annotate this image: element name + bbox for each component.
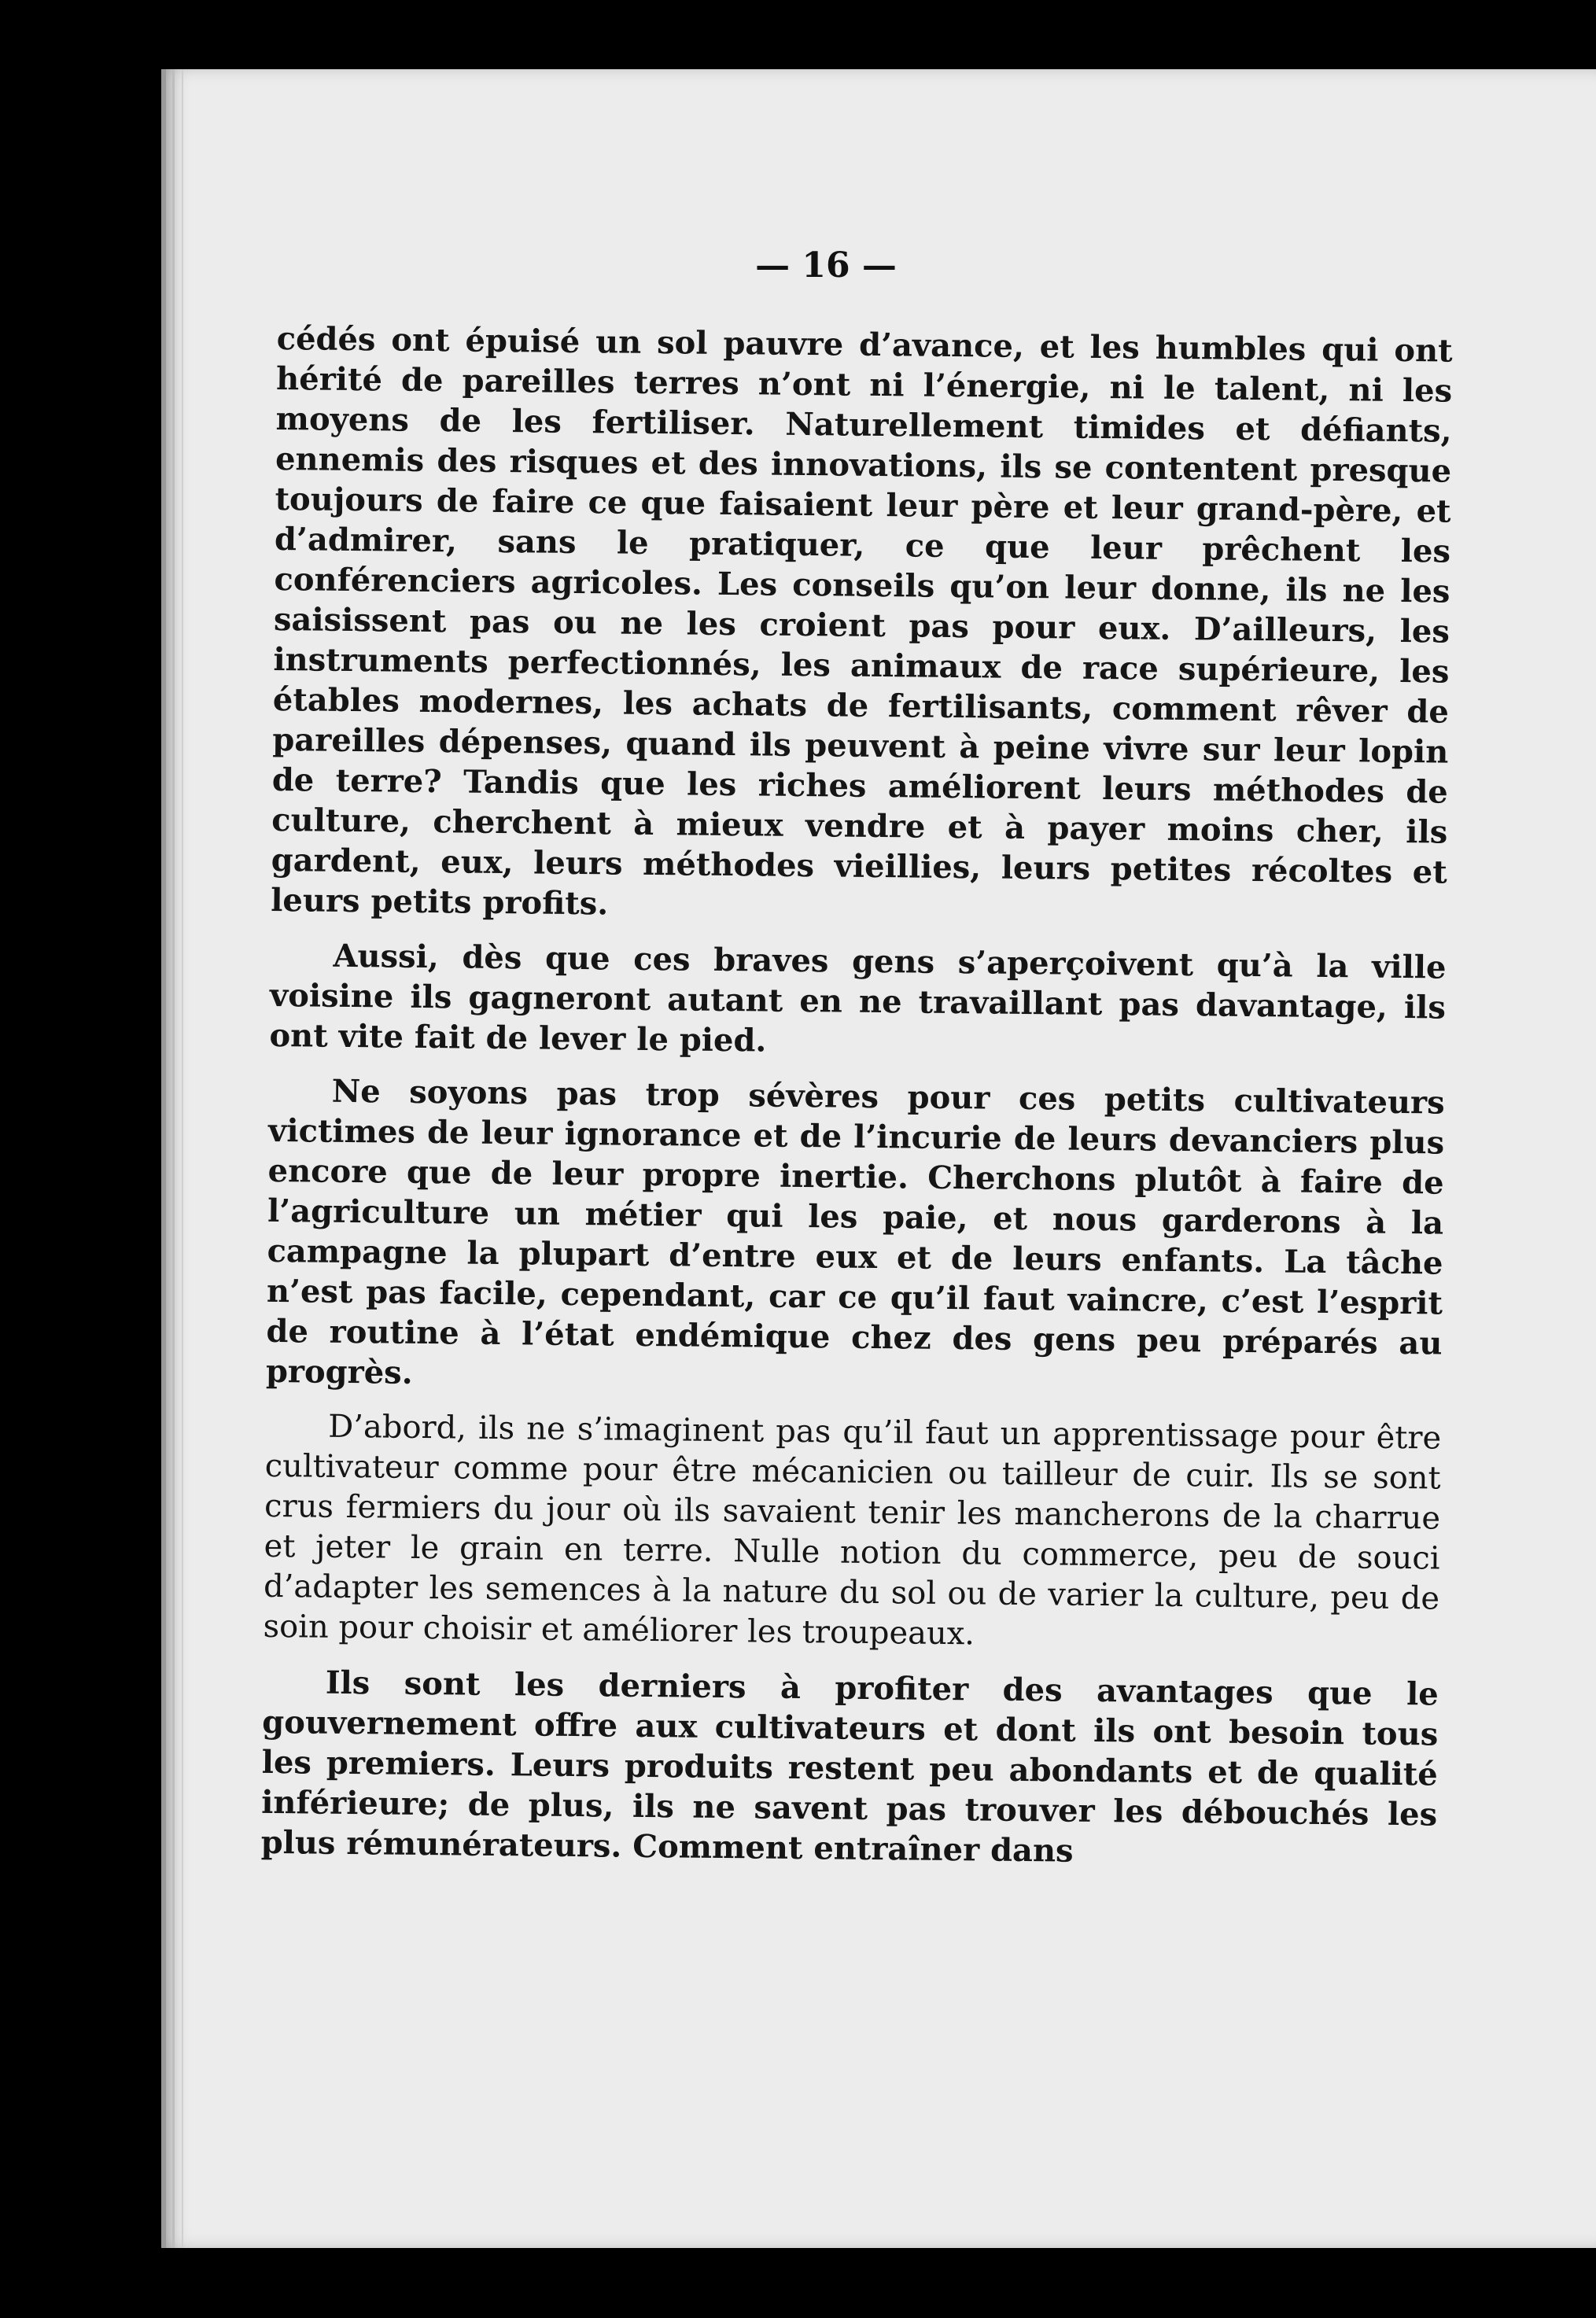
paragraph: cédés ont épuisé un sol pauvre d’avance, et les humbles qui ont hérité de pareilles terres n’ont ni l’énergie, ni le talent, ni les moyens de les fertiliser. Naturellement timides et défiants, ennemis des risques et des innovations, ils se contentent presque toujours de faire ce que faisaient leur père et leur grand-père, et d’admirer, sans le pratiquer, ce que leur prêchent les conférenciers agricoles. Les conseils qu’on leur donne, ils ne les saisissent pas ou ne les croient pas pour eux. D’ailleurs, les instruments perfectionnés, les animaux de race supérieure, les étables modernes, les achats de fertilisants, comment rêver de pareilles dépenses, quand ils peuvent à peine vivre sur leur lopin de terre? Tandis que les riches améliorent leurs méthodes de culture, cherchent à mieux vendre et à payer moins cher, ils gardent, eux, leurs méthodes vieillies, leurs petites récoltes et leurs petits profits. <box>271 319 1453 923</box>
page-number: — 16 — <box>755 245 897 286</box>
paragraph: D’abord, ils ne s’imaginent pas qu’il faut un apprentissage pour être cultivateur comme pour être mécanicien ou tailleur de cuir. Ils se sont crus fermiers du jour où ils savaient tenir les mancherons de la charrue et jeter le grain en terre. Nulle notion du commerce, peu de souci d’adapter les semences à la nature du sol ou de varier la culture, peu de soin pour choisir et améliorer les troupeaux. <box>263 1408 1442 1653</box>
body-text <box>260 319 1453 1890</box>
binding-edge <box>182 69 183 2248</box>
paragraph: Aussi, dès que ces braves gens s’aperçoivent qu’à la ville voisine ils gagneront autant en ne travaillant pas davantage, ils ont vite fait de lever le pied. <box>269 937 1447 1059</box>
binding-edge <box>172 69 175 2248</box>
paragraph: Ne soyons pas trop sévères pour ces petits cultivateurs victimes de leur ignorance et de l’incurie de leurs devanciers plus encore que de leur propre inertie. Cherchons plutôt à faire de l’agriculture un métier qui les paie, et nous garderons à la campagne la plupart d’entre eux et de leurs enfants. La tâche n’est pas facile, cependant, car ce qu’il faut vaincre, c’est l’esprit de routine à l’état endémique chez des gens peu préparés au progrès. <box>265 1072 1445 1391</box>
binding-edge <box>161 69 166 2248</box>
paragraph: Ils sont les derniers à profiter des avantages que le gouvernement offre aux cultivateurs et dont ils ont besoin tous les premiers. Leurs produits restent peu abondants et de qualité inférieure; de plus, ils ne savent pas trouver les débouchés les plus rémunérateurs. Comment entraîner dans <box>260 1664 1439 1870</box>
